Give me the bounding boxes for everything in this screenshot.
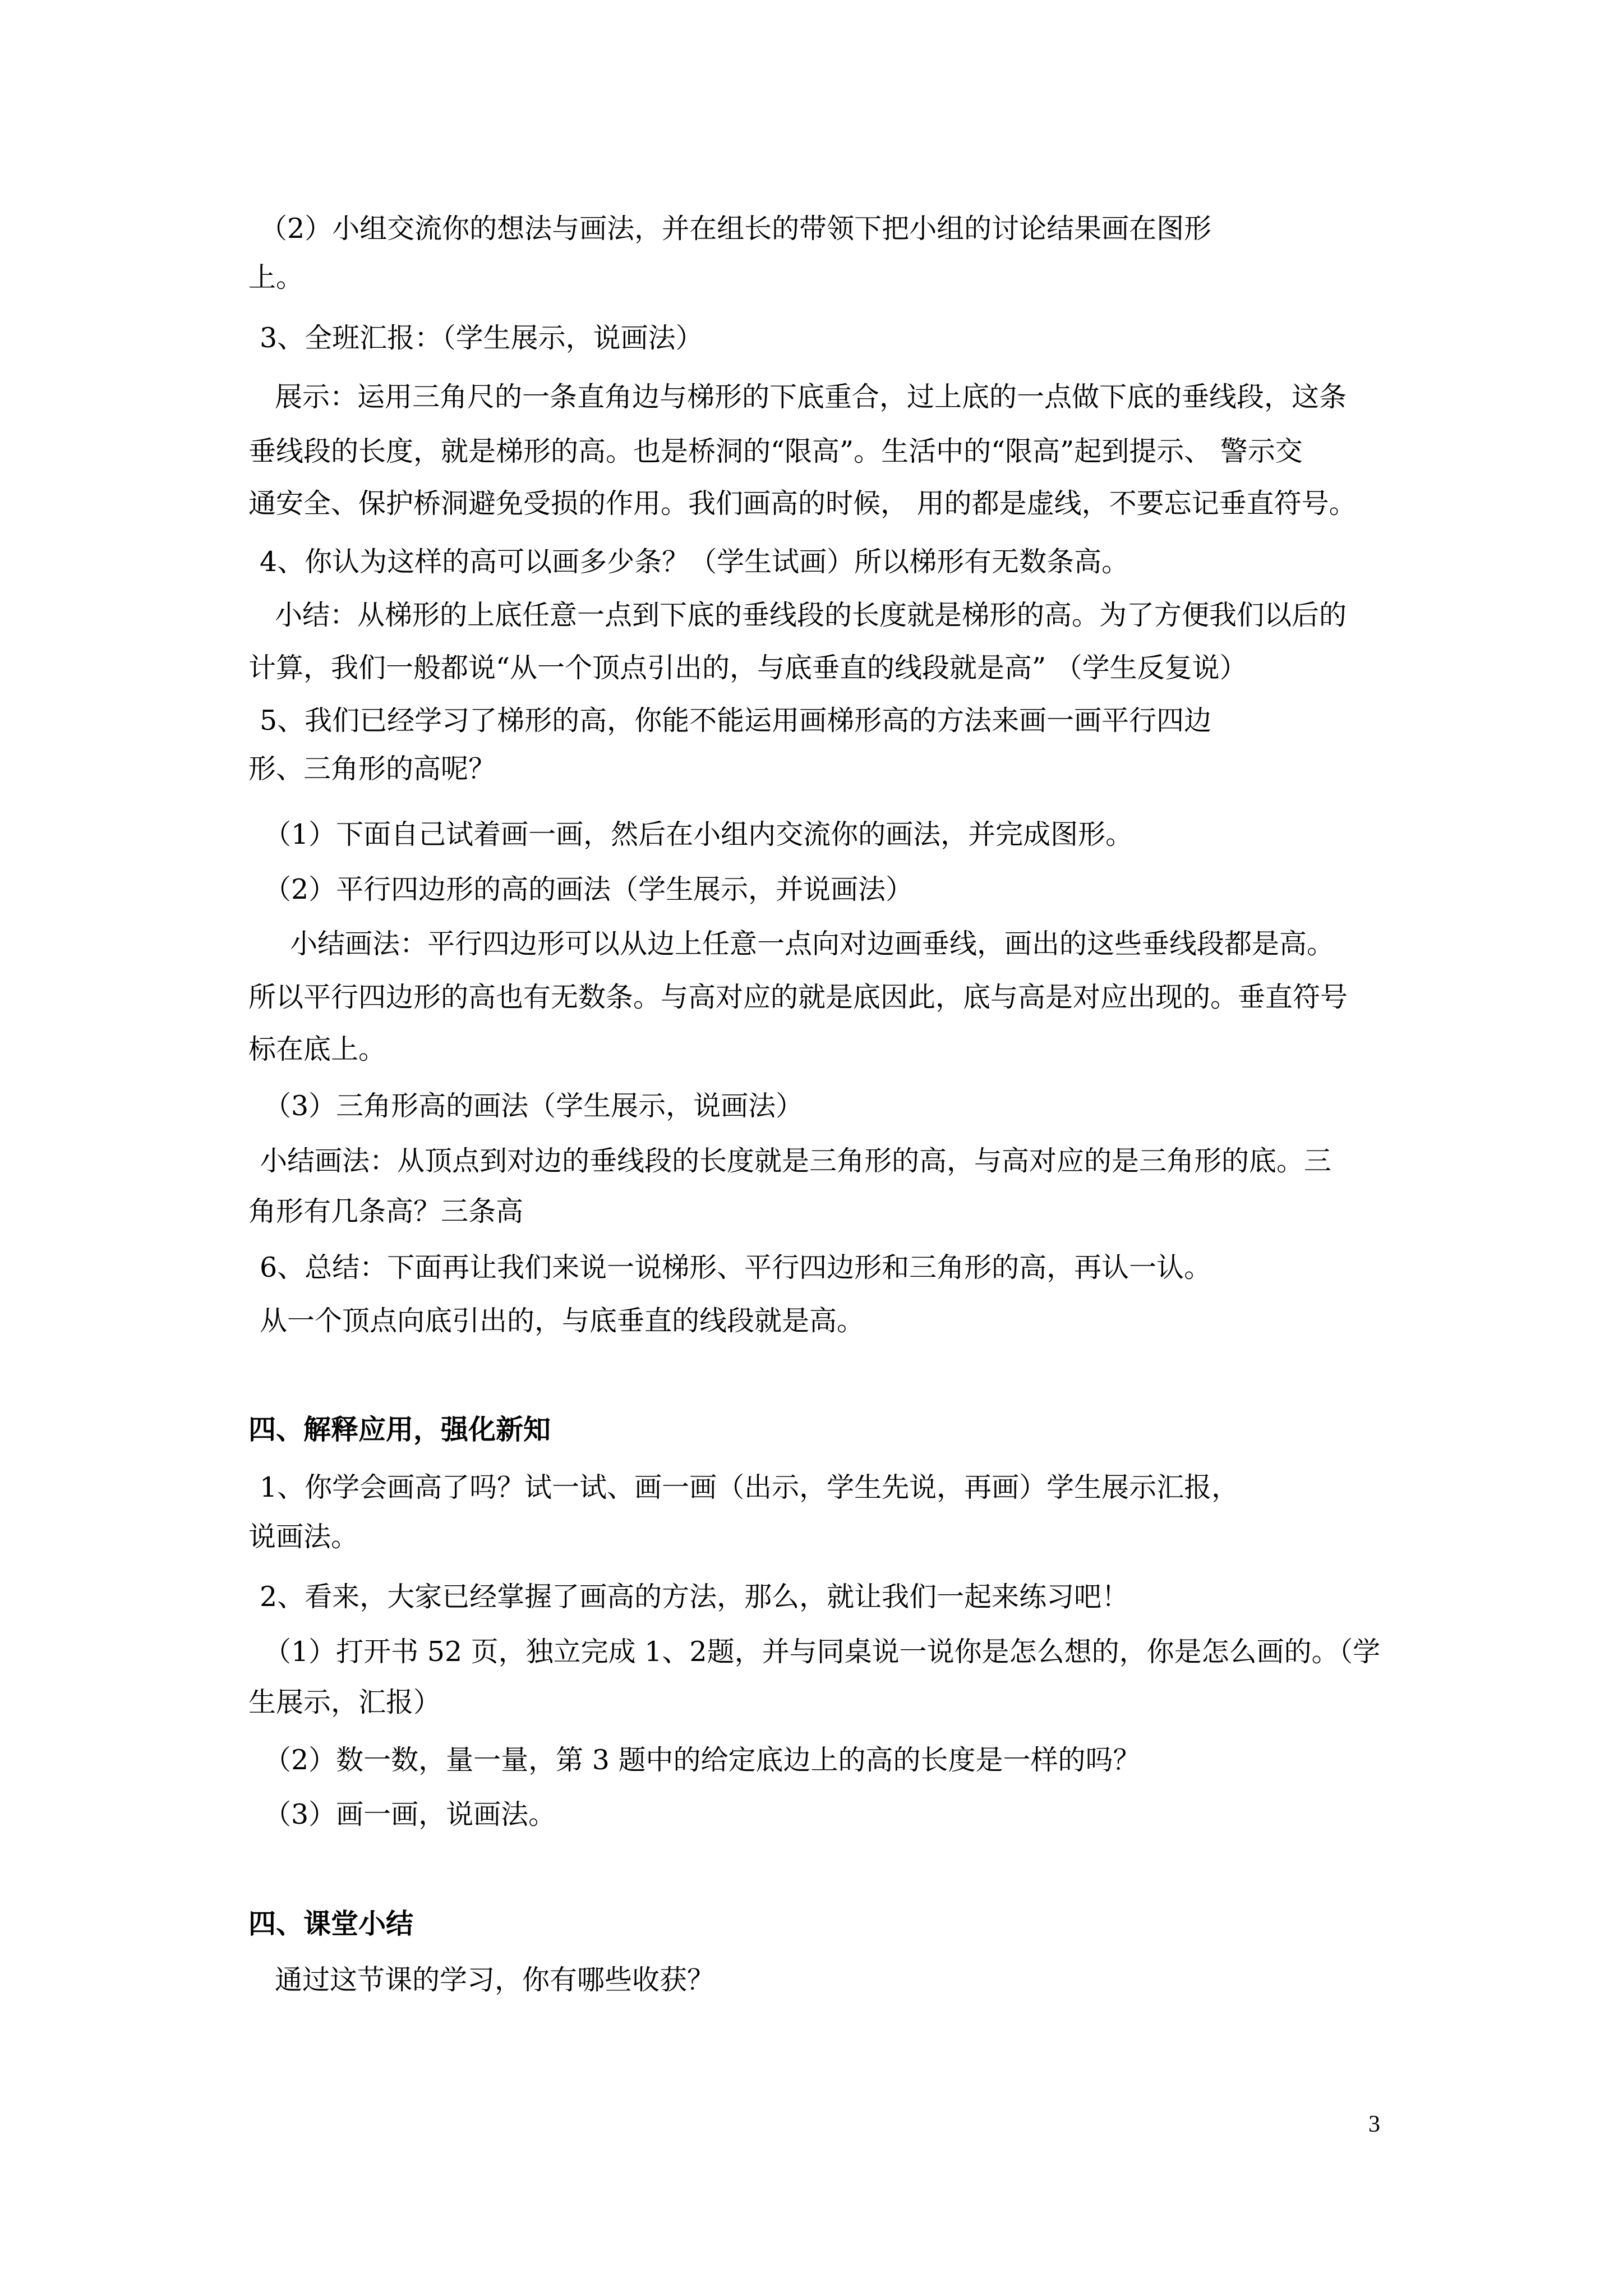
- text-line: 上。: [248, 261, 304, 293]
- text-line: （2）数一数，量一量，第 3 题中的给定底边上的高的长度是一样的吗？: [264, 1744, 1141, 1776]
- text-line: 展示：运用三角尺的一条直角边与梯形的下底重合，过上底的一点做下底的垂线段，这条: [275, 381, 1347, 413]
- text-line: 2、看来，大家已经掌握了画高的方法，那么，就让我们一起来练习吧！: [260, 1581, 1129, 1613]
- text-line: 通过这节课的学习，你有哪些收获？: [275, 1964, 715, 1996]
- text-line: （3）画一画，说画法。: [264, 1798, 556, 1830]
- text-line: 生展示，汇报）: [248, 1686, 441, 1718]
- text-line: （1）打开书 52 页，独立完成 1、2题，并与同桌说一说你是怎么想的，你是怎么画的。（学: [264, 1636, 1381, 1668]
- text-line: 小结：从梯形的上底任意一点到下底的垂线段的长度就是梯形的高。为了方便我们以后的: [275, 599, 1347, 631]
- text-line: 标在底上。: [248, 1033, 386, 1065]
- text-line: 小结画法：平行四边形可以从边上任意一点向对边画垂线，画出的这些垂线段都是高。: [290, 928, 1335, 960]
- page-number: 3: [1368, 2111, 1380, 2137]
- section-heading: 四、解释应用，强化新知: [248, 1414, 551, 1446]
- text-line: （2）小组交流你的想法与画法，并在组长的带领下把小组的讨论结果画在图形: [260, 213, 1212, 245]
- text-line: 形、三角形的高呢？: [248, 753, 496, 785]
- text-line: 3、全班汇报：（学生展示，说画法）: [260, 322, 703, 354]
- text-line: 垂线段的长度，就是梯形的高。也是桥洞的“限高”。生活中的“限高”起到提示、 警示交: [248, 435, 1303, 467]
- text-line: 5、我们已经学习了梯形的高，你能不能运用画梯形高的方法来画一画平行四边: [260, 705, 1212, 737]
- text-line: （1）下面自己试着画一画，然后在小组内交流你的画法，并完成图形。: [264, 818, 1133, 850]
- text-line: 4、你认为这样的高可以画多少条？（学生试画）所以梯形有无数条高。: [260, 546, 1129, 578]
- text-line: （2）平行四边形的高的画法（学生展示，并说画法）: [264, 873, 914, 905]
- text-line: （3）三角形高的画法（学生展示，说画法）: [264, 1090, 804, 1122]
- text-line: 说画法。: [248, 1521, 359, 1553]
- section-heading: 四、课堂小结: [248, 1908, 414, 1940]
- text-line: 1、你学会画高了吗？试一试、画一画（出示，学生先说，再画）学生展示汇报，: [260, 1471, 1239, 1503]
- text-line: 角形有几条高？三条高: [248, 1195, 524, 1227]
- text-line: 所以平行四边形的高也有无数条。与高对应的就是底因此，底与高是对应出现的。垂直符号: [248, 981, 1348, 1013]
- text-line: 通安全、保护桥洞避免受损的作用。我们画高的时候， 用的都是虚线，不要忘记垂直符号。: [248, 487, 1357, 519]
- text-line: 小结画法：从顶点到对边的垂线段的长度就是三角形的高，与高对应的是三角形的底。三: [260, 1145, 1332, 1177]
- text-line: 从一个顶点向底引出的，与底垂直的线段就是高。: [260, 1305, 865, 1337]
- text-line: 计算，我们一般都说“从一个顶点引出的，与底垂直的线段就是高” （学生反复说）: [248, 652, 1247, 684]
- text-line: 6、总结：下面再让我们来说一说梯形、平行四边形和三角形的高，再认一认。: [260, 1251, 1212, 1283]
